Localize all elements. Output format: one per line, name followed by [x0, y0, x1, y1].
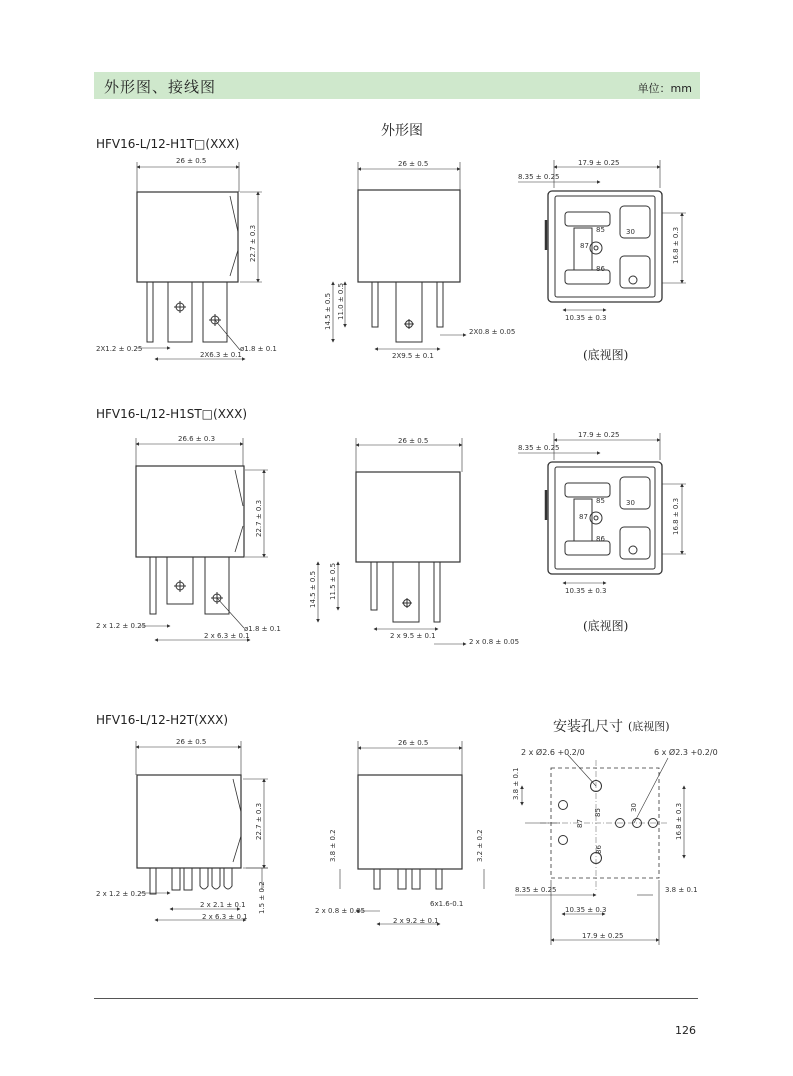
model-1-width-b: 26 ± 0.5: [398, 160, 429, 168]
mounting-h-offset: 8.35 ± 0.25: [515, 886, 557, 894]
model-2-front-view: [96, 435, 281, 640]
model-1-spacing-b: 2X9.5 ± 0.1: [392, 352, 434, 360]
mounting-h-right: 3.8 ± 0.1: [665, 886, 698, 894]
mounting-title: 安装孔尺寸: [553, 719, 623, 735]
model-3-height: 22.7 ± 0.3: [255, 802, 263, 840]
model-1-pin-len-b: 11.0 ± 0.5: [337, 282, 345, 320]
model-1-terminal-86: 86: [596, 265, 605, 273]
model-3-pin-len: 1.5 ± 0.2: [258, 881, 266, 914]
model-1-pin-t: 2X0.8 ± 0.05: [469, 328, 516, 336]
model-2-terminal-85: 85: [596, 497, 605, 505]
mount-terminal-87: 87: [576, 819, 584, 828]
mounting-h-total: 17.9 ± 0.25: [582, 932, 624, 940]
model-1-hole: ø1.8 ± 0.1: [240, 345, 277, 353]
model-3-spacing-1: 2 x 2.1 ± 0.1: [200, 901, 246, 909]
model-1-spacing: 2X6.3 ± 0.1: [200, 351, 242, 359]
model-1-bottom-w: 17.9 ± 0.25: [578, 159, 620, 167]
model-2-hole: ø1.8 ± 0.1: [244, 625, 281, 633]
model-3-pin-set: 6x1.6-0.1: [430, 900, 464, 908]
model-3-pin-w: 2 x 1.2 ± 0.25: [96, 890, 147, 898]
model-1-terminal-85: 85: [596, 226, 605, 234]
model-1-bottom-h: 16.8 ± 0.3: [672, 226, 680, 264]
mounting-h-mid: 10.35 ± 0.3: [565, 906, 607, 914]
model-2-terminal-30: 30: [626, 499, 635, 507]
footer-rule: [94, 998, 698, 999]
model-2-offset: 8.35 ± 0.25: [518, 444, 560, 452]
model-3-pin-len-b: 3.2 ± 0.2: [476, 829, 484, 862]
mounting-hole-diagram: [512, 747, 718, 945]
mount-terminal-30: 30: [630, 803, 638, 812]
model-name-2: HFV16-L/12-H1ST□(XXX): [96, 407, 248, 421]
model-3-pin-t: 2 x 0.8 ± 0.05: [315, 907, 366, 915]
model-1-height: 22.7 ± 0.3: [249, 224, 257, 262]
model-1-terminal-30: 30: [626, 228, 635, 236]
model-2-side-view: [309, 437, 519, 646]
model-2-height: 22.7 ± 0.3: [255, 499, 263, 537]
mounting-hole-small: 2 x Ø2.6 +0.2/0: [521, 748, 585, 757]
model-1-offset: 8.35 ± 0.25: [518, 173, 560, 181]
model-1-terminal-87: 87: [580, 242, 589, 250]
model-2-bottom-view: [518, 431, 686, 595]
model-2-spacing: 2 x 6.3 ± 0.1: [204, 632, 250, 640]
outline-heading: 外形图: [381, 123, 423, 139]
section-title: 外形图、接线图: [104, 78, 217, 96]
model-2-terminal-87: 87: [579, 513, 588, 521]
model-2-pin-w: 2 x 1.2 ± 0.25: [96, 622, 147, 630]
mounting-v2: 16.8 ± 0.3: [675, 802, 683, 840]
model-1-width-a: 26 ± 0.5: [176, 157, 207, 165]
model-1-pin-len-a: 14.5 ± 0.5: [324, 292, 332, 330]
model-2-bottom-w: 17.9 ± 0.25: [578, 431, 620, 439]
model-2-pin-t: 2 x 0.8 ± 0.05: [469, 638, 520, 646]
bottom-view-label-2: (底视图): [583, 619, 629, 633]
model-2-bottom-h: 16.8 ± 0.3: [672, 497, 680, 535]
model-2-pin-len-b: 11.5 ± 0.5: [329, 562, 337, 600]
model-3-pin-len-a: 3.8 ± 0.2: [329, 829, 337, 862]
model-1-bottom-view: [518, 159, 686, 322]
mount-terminal-86: 86: [595, 845, 603, 854]
model-1-pin-w: 2X1.2 ± 0.25: [96, 345, 143, 353]
model-3-spacing-2: 2 x 6.3 ± 0.1: [202, 913, 248, 921]
model-3-width-b: 26 ± 0.5: [398, 739, 429, 747]
model-1-bottom-x: 10.35 ± 0.3: [565, 314, 607, 322]
bottom-view-label-1: (底视图): [583, 348, 629, 362]
model-name-3: HFV16-L/12-H2T(XXX): [96, 713, 229, 727]
model-2-terminal-86: 86: [596, 535, 605, 543]
model-2-bottom-x: 10.35 ± 0.3: [565, 587, 607, 595]
mounting-hole-large: 6 x Ø2.3 +0.2/0: [654, 748, 718, 757]
model-2-width-a: 26.6 ± 0.3: [178, 435, 216, 443]
model-3-width-a: 26 ± 0.5: [176, 738, 207, 746]
model-3-front-view: [96, 738, 268, 921]
page-number: 126: [675, 1024, 696, 1037]
mounting-subtitle: (底视图): [628, 720, 670, 733]
model-3-spacing-b: 2 x 9.2 ± 0.1: [393, 917, 439, 925]
model-1-side-view: [324, 160, 515, 360]
model-2-pin-len-a: 14.5 ± 0.5: [309, 570, 317, 608]
mount-terminal-85: 85: [594, 808, 602, 817]
model-2-width-b: 26 ± 0.5: [398, 437, 429, 445]
model-3-side-view: [315, 739, 484, 925]
unit-label: 单位：mm: [637, 82, 692, 95]
model-2-spacing-b: 2 x 9.5 ± 0.1: [390, 632, 436, 640]
mounting-v1: 3.8 ± 0.1: [512, 767, 520, 800]
model-name-1: HFV16-L/12-H1T□(XXX): [96, 137, 240, 151]
model-1-front-view: [96, 157, 277, 359]
